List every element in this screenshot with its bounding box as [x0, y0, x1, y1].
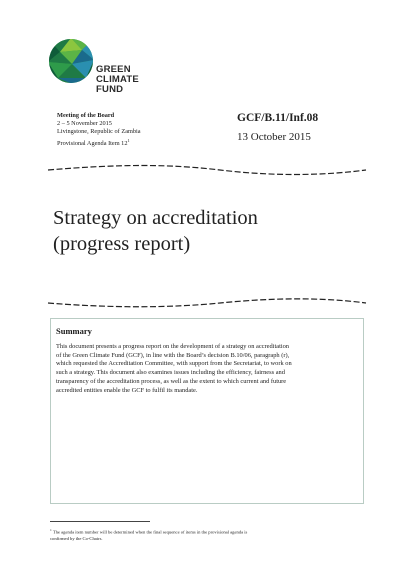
document-code: GCF/B.11/Inf.08: [237, 112, 319, 124]
logo-wordmark: [96, 65, 139, 95]
top-wave-divider: [0, 164, 414, 178]
gcf-logo: [48, 38, 168, 98]
meeting-label: Meeting of the Board: [57, 112, 115, 119]
agenda-footnote-mark: 1: [127, 137, 130, 143]
title-line-1: Strategy on accreditation: [53, 207, 258, 229]
footnote-line-2: confirmed by the Co-Chairs.: [50, 536, 103, 542]
document-title: [53, 205, 258, 257]
bottom-wave-divider: [0, 296, 414, 310]
meeting-info: [57, 112, 141, 148]
meeting-dates: 2 – 5 November 2015: [57, 120, 112, 128]
footnote-mark: 1: [50, 528, 52, 532]
summary-line: accredited entities enable the GCF to fulfil its mandate.: [56, 386, 198, 394]
summary-line: which requested the Accreditation Committee, with support from the Secretariat, to work on: [56, 360, 292, 368]
document-date: 13 October 2015: [237, 131, 311, 143]
summary-line: transparency of the accreditation process, as well as the extent to which current and future: [56, 377, 287, 385]
globe-icon: [48, 38, 94, 84]
footnote-separator: [50, 521, 150, 522]
title-line-2: (progress report): [53, 233, 191, 255]
summary-line: of the Green Climate Fund (GCF), in line with the Board’s decision B.10/06, paragraph (r),: [56, 351, 290, 359]
summary-text: [56, 343, 358, 395]
agenda-item: [57, 137, 141, 148]
logo-line-green: GREEN: [96, 64, 131, 75]
summary-line: This document presents a progress report on the development of a strategy on accreditation: [56, 343, 290, 350]
footnote: [50, 527, 247, 543]
agenda-item-text: Provisional Agenda Item 12: [57, 139, 128, 147]
logo-line-fund: FUND: [96, 84, 124, 95]
summary-heading: Summary: [56, 326, 92, 336]
logo-line-climate: CLIMATE: [96, 74, 139, 85]
document-reference: [237, 111, 318, 144]
footnote-text-1: The agenda item number will be determined when the final sequence of items in the provisional agenda is: [51, 529, 248, 535]
summary-box: [50, 318, 364, 504]
footnote-line-1: [50, 527, 247, 536]
summary-line: such a strategy. This document also examines issues including the efficiency, fairness and: [56, 369, 285, 377]
meeting-location: Livingstone, Republic of Zambia: [57, 128, 141, 136]
